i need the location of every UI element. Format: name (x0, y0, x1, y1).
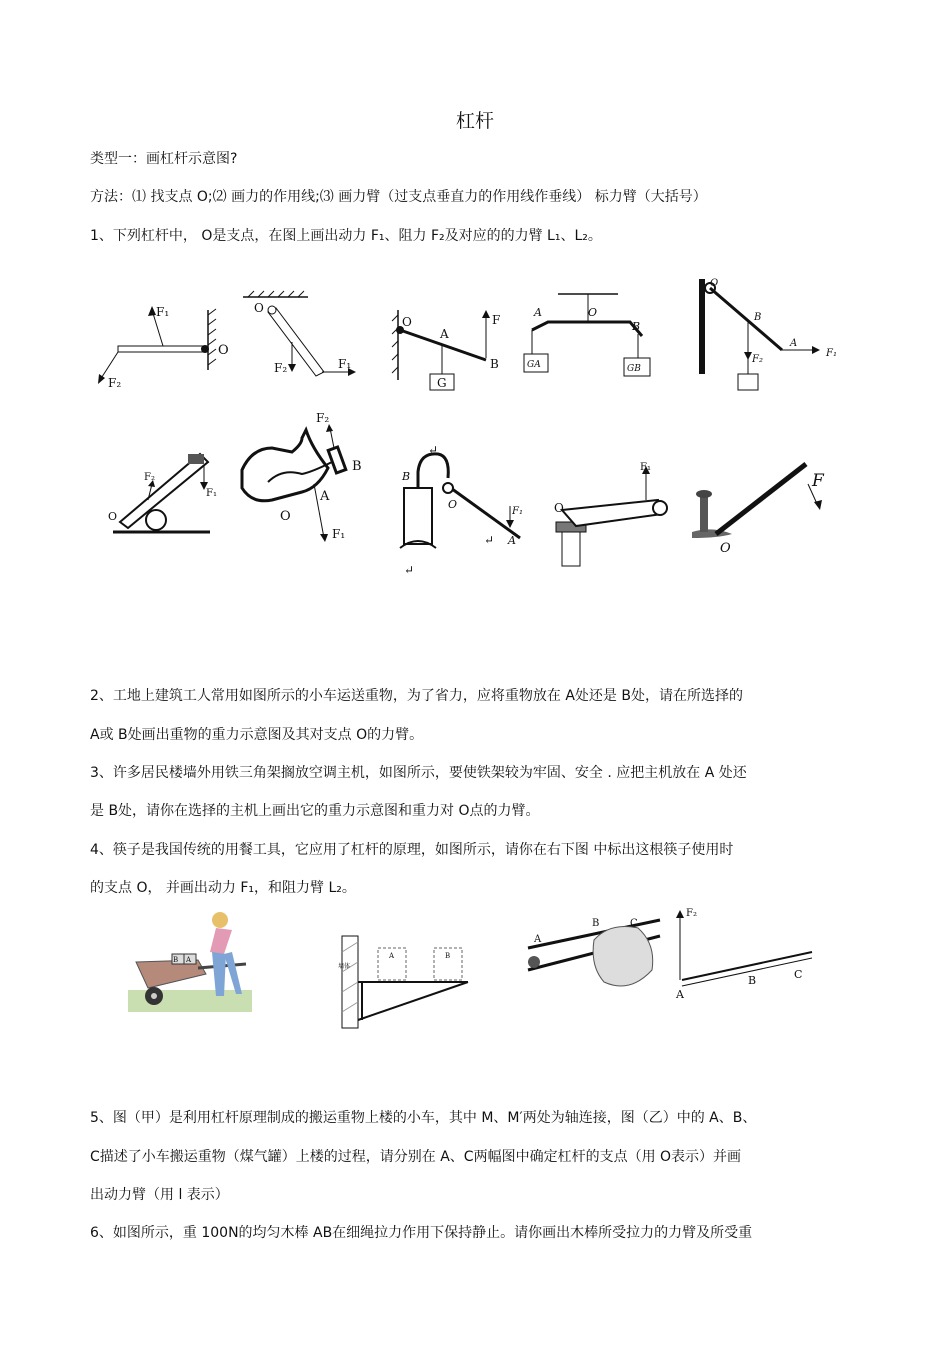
question-5-continued-2: 出动力臂（用 l 表示） (90, 1187, 229, 1203)
a-label: A (676, 988, 684, 1001)
f1-label: F₁ (156, 305, 170, 319)
lever-figure-2 (238, 290, 368, 390)
f2-label: F₂ (108, 376, 122, 390)
lever-figure-9 (548, 456, 678, 568)
lever-figure-10 (682, 460, 832, 560)
question-2-continued: A或 B处画出重物的重力示意图及其对支点 O的力臂。 (90, 727, 424, 743)
b-label: B (592, 918, 600, 929)
b-label: B (445, 952, 451, 960)
method-text: 方法：⑴ 找支点 O;⑵ 画力的作用线;⑶ 画力臂（过支点垂直力的作用线作垂线） 标力臂（大括号） (90, 189, 707, 205)
f2-label: F₂ (144, 472, 155, 483)
o-label: O (402, 315, 412, 329)
f-label: F (492, 313, 501, 327)
o-label: O (448, 498, 458, 511)
lever-figure-4 (518, 286, 658, 386)
b-label: B (490, 357, 499, 371)
lever-figure-6 (108, 446, 218, 541)
f1-label: F₁ (206, 488, 217, 499)
c-label: C (794, 968, 803, 981)
c-label: C (630, 918, 638, 929)
wheelbarrow-figure (128, 910, 258, 1015)
b-label: B (632, 320, 641, 333)
f1-label: F₁ (338, 357, 352, 371)
question-5: 5、图（甲）是利用杠杆原理制成的搬运重物上楼的小车，其中 M、M′两处为轴连接，图（乙）中的 A、B、 (90, 1110, 757, 1126)
question-5-continued: C描述了小车搬运重物（煤气罐）上楼的过程，请分别在 A、C两幅图中确定杠杆的支点（用 O表示）并画 (90, 1149, 742, 1165)
question-3-continued: 是 B处，请你在选择的主机上画出它的重力示意图和重力对 O点的力臂。 (90, 803, 540, 819)
chopsticks-figure (520, 900, 820, 1000)
f2-label: F₂ (274, 361, 288, 375)
air-conditioner-bracket-figure (338, 932, 474, 1032)
f2-label: F₂ (686, 908, 697, 919)
question-4: 4、筷子是我国传统的用餐工具，它应用了杠杆的原理，如图所示，请你在右下图 中标出这根筷子使用时 (90, 842, 734, 858)
page-title: 杠杆 (455, 110, 494, 132)
a-label: A (320, 489, 330, 504)
f-label: F (812, 471, 824, 491)
f1-label: F₁ (826, 348, 837, 359)
lever-figure-5 (690, 274, 840, 394)
o-label: O (720, 541, 731, 556)
a-label: A (534, 306, 542, 319)
section-heading: 类型一：画杠杆示意图? (90, 151, 238, 167)
o-label: O (108, 510, 118, 523)
ga-label: GA (527, 360, 541, 370)
a-label: A (508, 534, 516, 547)
o-label: O (588, 306, 598, 319)
b-label: B (352, 459, 362, 474)
o-label: O (280, 509, 291, 524)
o-label: O (710, 278, 719, 289)
a-label: A (790, 338, 798, 349)
g-label: G (437, 376, 447, 390)
f1-label: F₁ (512, 506, 523, 517)
lever-figure-3 (388, 300, 518, 395)
return-mark: ↵ (484, 533, 495, 547)
question-6: 6、如图所示，重 100N的均匀木棒 AB在细绳拉力作用下保持静止。请你画出木棒所受拉力的力臂及所受重 (90, 1225, 753, 1241)
f2-label: F₂ (752, 354, 763, 365)
f1-label: F₁ (640, 462, 651, 473)
question-3: 3、许多居民楼墙外用铁三角架搁放空调主机，如图所示，要使铁架较为牢固、安全 . 应把主机放在 A 处还 (90, 765, 747, 781)
a-label: A (186, 956, 192, 964)
b-label: B (402, 470, 411, 483)
lever-figure-7 (232, 408, 372, 543)
a-label: A (440, 327, 449, 341)
return-mark: ↵ (404, 563, 415, 577)
b-label: B (173, 956, 179, 964)
question-1: 1、下列杠杆中， O是支点，在图上画出动力 F₁、阻力 F₂及对应的的力臂 L₁、L₂。 (90, 228, 602, 244)
question-4-continued: 的支点 O， 并画出动力 F₁，和阻力臂 L₂。 (90, 880, 356, 896)
f2-label: F₂ (316, 411, 330, 425)
a-label: A (389, 952, 395, 960)
lever-figure-8 (390, 438, 540, 578)
lever-figure-1 (88, 290, 238, 390)
o-label: O (554, 501, 564, 515)
o-label: O (254, 301, 264, 315)
f1-label: F₁ (332, 527, 346, 541)
o-label: O (218, 343, 229, 358)
b-label: B (748, 974, 757, 987)
a-label: A (534, 934, 542, 945)
gb-label: GB (627, 364, 641, 374)
b-label: B (754, 312, 762, 323)
return-mark: ↵ (428, 443, 439, 457)
question-2: 2、工地上建筑工人常用如图所示的小车运送重物，为了省力，应将重物放在 A处还是 B处，请在所选择的 (90, 688, 743, 704)
wall-label: 墙体 (338, 963, 351, 970)
